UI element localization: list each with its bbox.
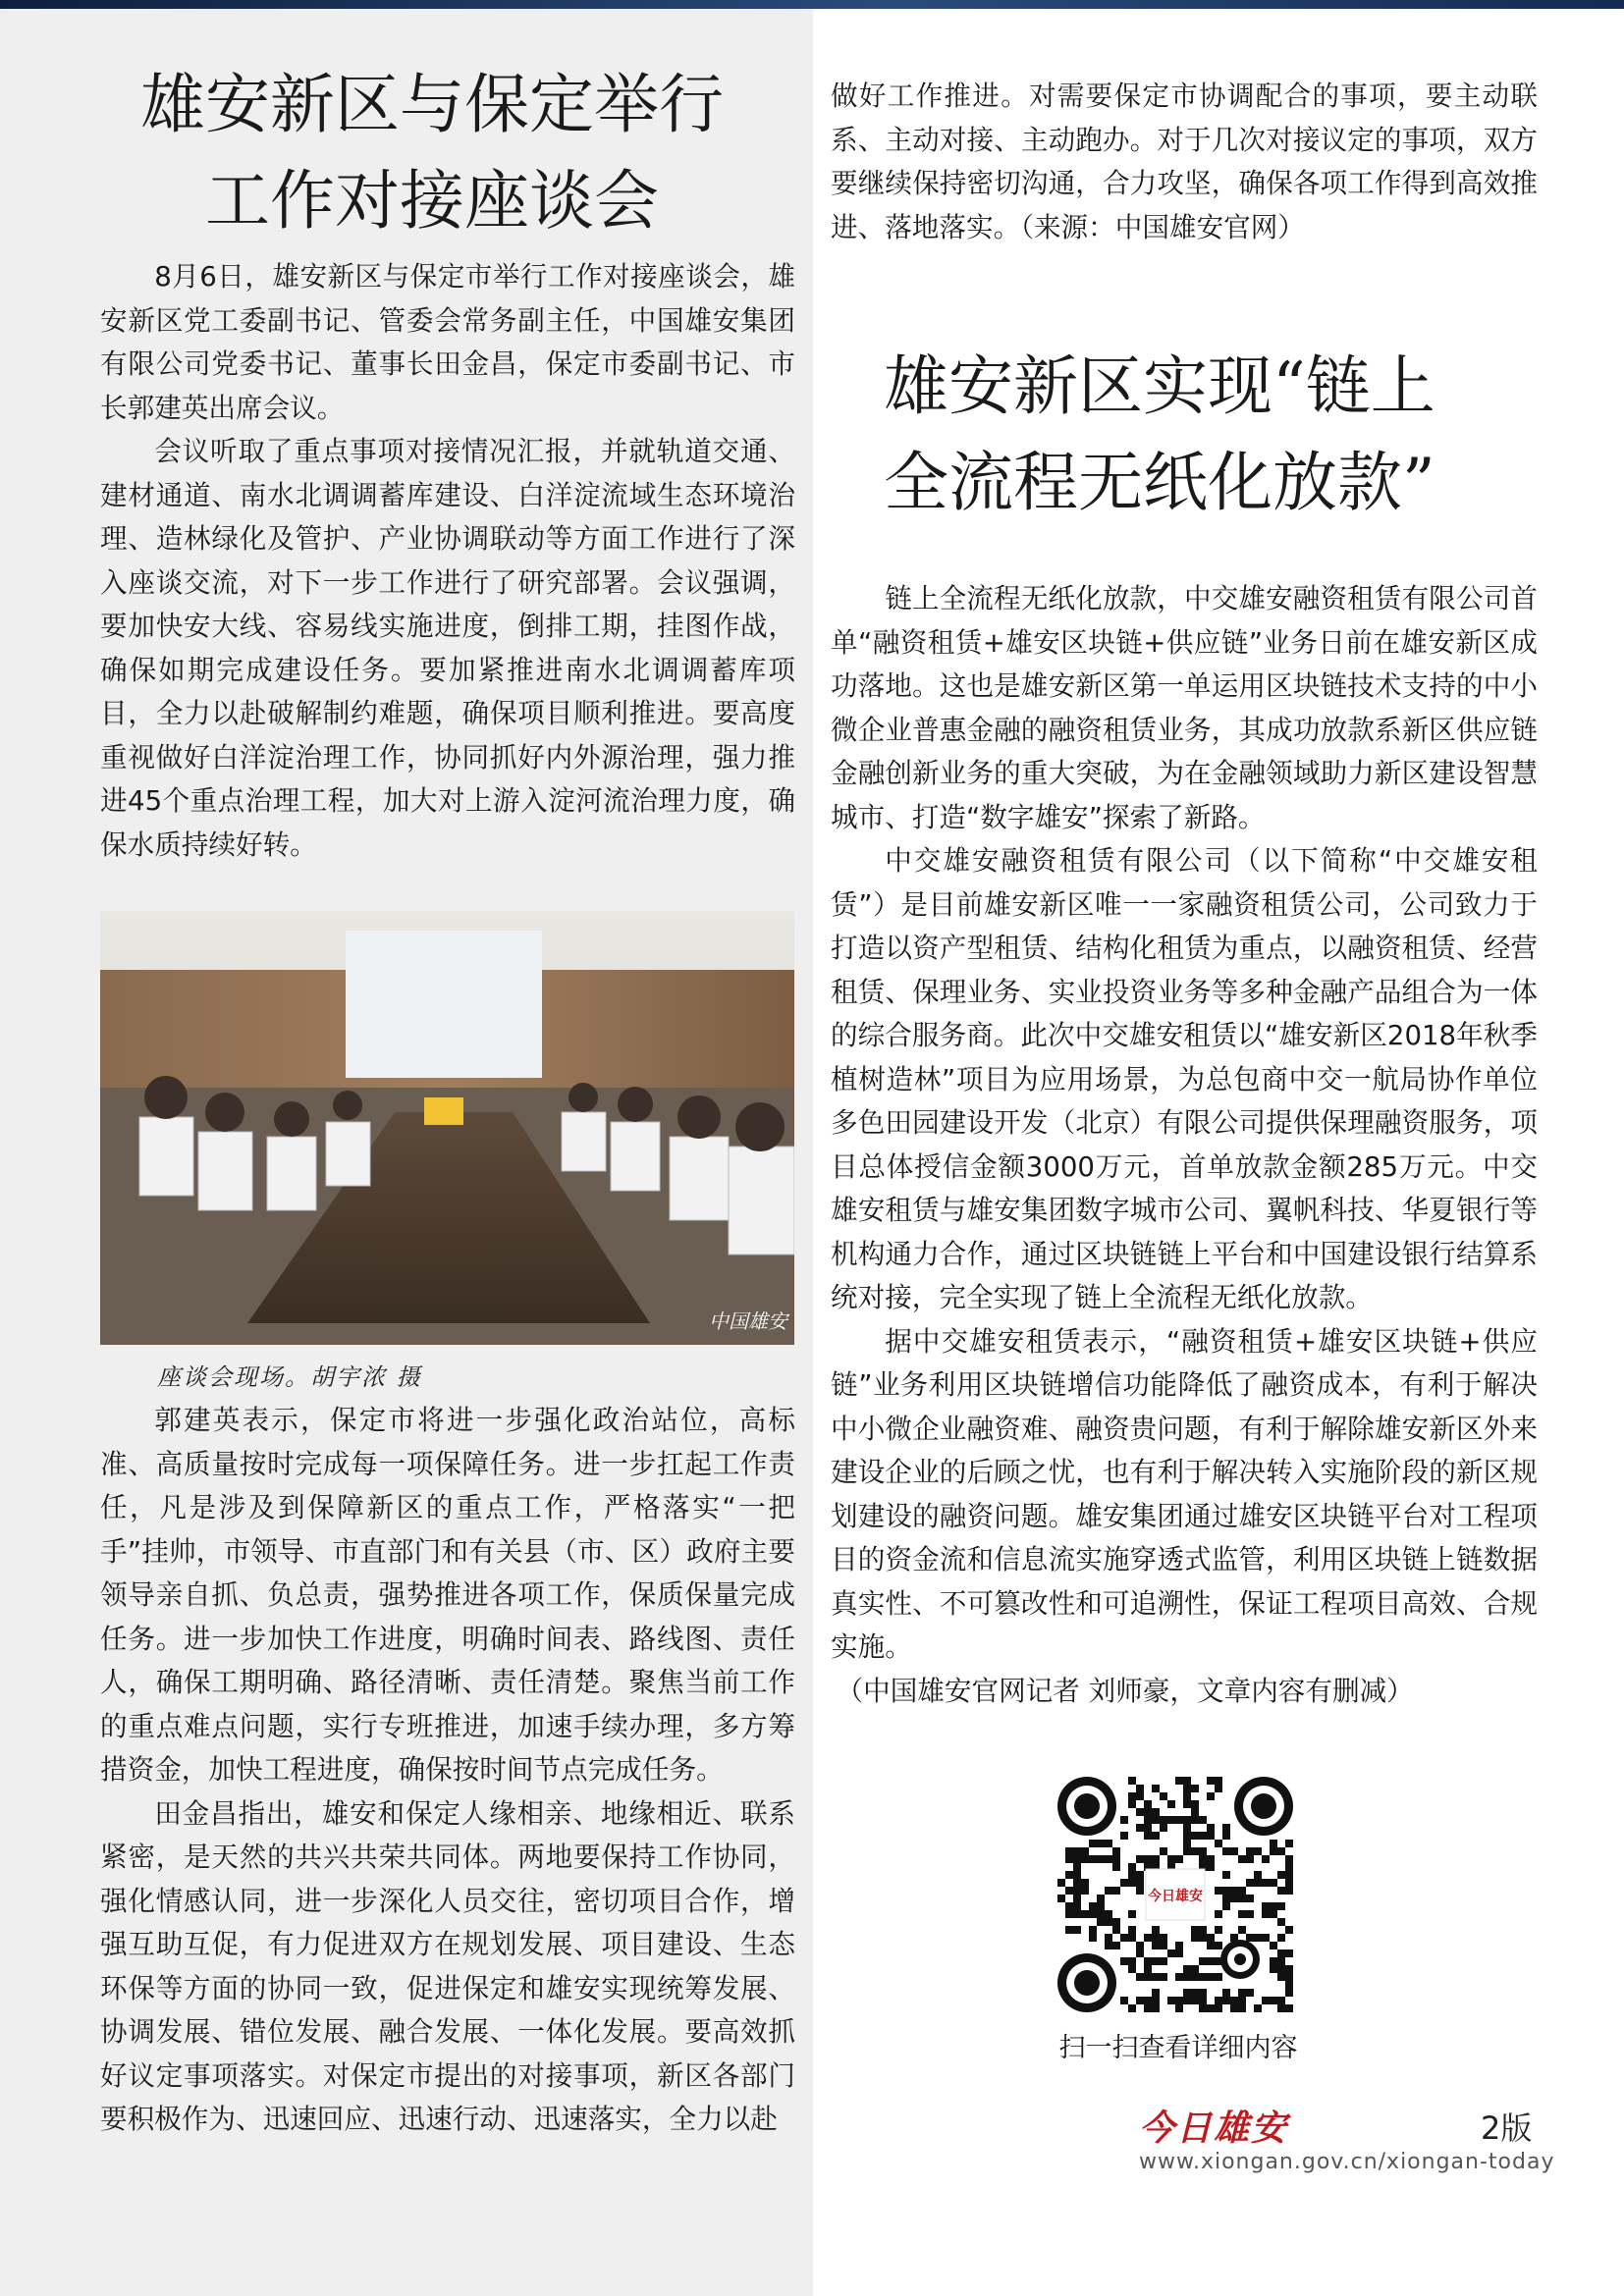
article2-paragraph: 据中交雄安租赁表示，“融资租赁+雄安区块链+供应链”业务利用区块链增信功能降低了融资成本，有利于解决中小微企业融资难、融资贵问题，有利于解除雄安新区外来建设企业的后顾之忧，也有利于解决转入实施阶段的新区规划建设的融资问题。雄安集团通过雄安区块链平台对工程项目的资金流和信息流实施穿透式监管，利用区块链上链数据真实性、不可篡改性和可追溯性，保证工程项目高效、合规实施。: [831, 1324, 1538, 1663]
qr-module: [1254, 1934, 1262, 1942]
qr-module: [1199, 1832, 1207, 1840]
qr-module: [1270, 1840, 1277, 1847]
qr-module: [1270, 1910, 1277, 1918]
qr-module: [1207, 1942, 1215, 1949]
qr-module: [1277, 1965, 1285, 1973]
qr-module: [1262, 1902, 1270, 1910]
qr-module: [1277, 1918, 1285, 1926]
qr-module: [1215, 1777, 1222, 1785]
qr-module: [1152, 1785, 1160, 1792]
qr-module: [1065, 1855, 1073, 1863]
qr-module: [1065, 1902, 1073, 1910]
qr-module: [1215, 1926, 1222, 1934]
qr-module: [1167, 1855, 1175, 1863]
qr-module: [1183, 1847, 1191, 1855]
qr-module: [1238, 1910, 1246, 1918]
qr-module: [1199, 1973, 1207, 1981]
qr-module: [1254, 2004, 1262, 2012]
qr-module: [1277, 2004, 1285, 2012]
qr-module: [1097, 1910, 1105, 1918]
qr-module: [1144, 1855, 1152, 1863]
article1-title-line1: 雄安新区与保定举行: [140, 67, 724, 142]
qr-module: [1105, 1918, 1112, 1926]
qr-module: [1207, 1832, 1215, 1840]
qr-module: [1144, 1800, 1152, 1808]
qr-module: [1270, 1847, 1277, 1855]
qr-module: [1089, 1934, 1097, 1942]
qr-module: [1277, 1902, 1285, 1910]
qr-module: [1097, 1840, 1105, 1847]
qr-module: [1136, 1879, 1144, 1887]
qr-module: [1167, 1949, 1175, 1957]
qr-module: [1199, 1997, 1207, 2004]
qr-module: [1065, 1847, 1073, 1855]
qr-module: [1262, 1997, 1270, 2004]
qr-module: [1222, 1989, 1230, 1997]
qr-module: [1136, 1942, 1144, 1949]
qr-module: [1081, 1887, 1089, 1895]
article1-paragraph: 会议听取了重点事项对接情况汇报，并就轨道交通、建材通道、南水北调调蓄库建设、白洋淀流域生态环境治理、造林绿化及管护、产业协调联动等方面工作进行了深入座谈交流，对下一步工作进行了研究部署。会议强调，要加快安大线、容易线实施进度，倒排工期，挂图作战，确保如期完成建设任务。要加紧推进南水北调调蓄库项目，全力以赴破解制约难题，确保项目顺利推进。要高度重视做好白洋淀治理工作，协同抓好内外源治理，强力推进45个重点治理工程，加大对上游入淀河流治理力度，确保水质持续好转。: [100, 435, 795, 861]
qr-module: [1183, 1989, 1191, 1997]
qr-module: [1238, 1855, 1246, 1863]
qr-module: [1270, 1957, 1277, 1965]
article1-body-bottom: [100, 1399, 795, 2142]
qr-module: [1160, 1973, 1167, 1981]
qr-module: [1065, 1926, 1073, 1934]
qr-module: [1277, 1871, 1285, 1879]
qr-module: [1073, 1902, 1081, 1910]
qr-module: [1160, 1847, 1167, 1855]
qr-module: [1073, 1871, 1081, 1879]
qr-module: [1207, 1824, 1215, 1832]
article1-title: [98, 57, 766, 249]
meeting-photo-image: [100, 911, 794, 1345]
photo-watermark: 中国雄安: [709, 1309, 787, 1333]
qr-module: [1097, 1895, 1105, 1902]
qr-module: [1277, 1847, 1285, 1855]
masthead-logo: 今日雄安: [1139, 2108, 1289, 2149]
article1-body-top: [100, 255, 795, 867]
qr-module: [1073, 1895, 1081, 1902]
qr-module: [1065, 1887, 1073, 1895]
qr-module: [1167, 1800, 1175, 1808]
qr-module: [1128, 1934, 1136, 1942]
qr-module: [1128, 1957, 1136, 1965]
qr-module: [1262, 1855, 1270, 1863]
qr-module: [1183, 1965, 1191, 1973]
qr-module: [1183, 1777, 1191, 1785]
qr-module: [1152, 1855, 1160, 1863]
qr-module: [1191, 1800, 1199, 1808]
article2-paragraph: 链上全流程无纸化放款，中交雄安融资租赁有限公司首单“融资租赁+雄安区块链+供应链”业务日前在雄安新区成功落地。这也是雄安新区第一单运用区块链技术支持的中小微企业普惠金融的融资租赁业务，其成功放款系新区供应链金融创新业务的重大突破，为在金融领域助力新区建设智慧城市、打造“数字雄安”探索了新路。: [831, 582, 1538, 833]
qr-module: [1254, 1879, 1262, 1887]
qr-module: [1285, 1949, 1293, 1957]
qr-module: [1199, 1847, 1207, 1855]
qr-module: [1097, 1855, 1105, 1863]
qr-module: [1073, 1863, 1081, 1871]
qr-module: [1136, 1997, 1144, 2004]
qr-module: [1285, 1989, 1293, 1997]
qr-module: [1160, 1824, 1167, 1832]
qr-code[interactable]: [1056, 1775, 1295, 2014]
qr-module: [1152, 1808, 1160, 1816]
qr-module: [1120, 1832, 1128, 1840]
qr-caption: 扫一扫查看详细内容: [1058, 2033, 1298, 2063]
qr-module: [1120, 1879, 1128, 1887]
qr-module: [1262, 1934, 1270, 1942]
qr-module: [1222, 1895, 1230, 1902]
qr-module: [1152, 1957, 1160, 1965]
qr-module: [1277, 1973, 1285, 1981]
qr-module: [1120, 1934, 1128, 1942]
qr-module: [1160, 1957, 1167, 1965]
qr-module: [1183, 1792, 1191, 1800]
qr-module: [1270, 1965, 1277, 1973]
article2-title: [884, 339, 1532, 531]
article1-title-line2: 工作对接座谈会: [205, 163, 659, 239]
qr-module: [1175, 1997, 1183, 2004]
qr-module: [1246, 1855, 1254, 1863]
qr-module: [1285, 1863, 1293, 1871]
article2-paragraph: 中交雄安融资租赁有限公司（以下简称“中交雄安租赁”）是目前雄安新区唯一一家融资租赁公司，公司致力于打造以资产型租赁、结构化租赁为重点，以融资租赁、经营租赁、保理业务、实业投资业务等多种金融产品组合为一体的综合服务商。此次中交雄安租赁以“雄安新区2018年秋季植树造林”项目为应用场景，为总包商中交一航局协作单位多色田园建设开发（北京）有限公司提供保理融资服务，项目总体授信金额3000万元，首单放款金额285万元。中交雄安租赁与雄安集团数字城市公司、翼帆科技、华夏银行等机构通力合作，通过区块链链上平台和中国建设银行结算系统对接，完全实现了链上全流程无纸化放款。: [831, 844, 1538, 1313]
qr-module: [1065, 1910, 1073, 1918]
qr-module: [1136, 1887, 1144, 1895]
qr-module: [1081, 1855, 1089, 1863]
qr-module: [1285, 1871, 1293, 1879]
qr-module: [1136, 1855, 1144, 1863]
qr-module: [1215, 1840, 1222, 1847]
qr-module: [1152, 1973, 1160, 1981]
qr-module: [1089, 1902, 1097, 1910]
qr-module: [1144, 1934, 1152, 1942]
qr-module: [1160, 1934, 1167, 1942]
photo-caption: 座谈会现场。胡宇浓 摄: [157, 1363, 422, 1391]
article1-continued-text: 做好工作推进。对需要保定市协调配合的事项，要主动联系、主动对接、主动跑办。对于几次对接议定的事项，双方要继续保持密切沟通，合力攻坚，确保各项工作得到高效推进、落地落实。（来源：中国雄安官网）: [831, 80, 1538, 243]
qr-module: [1222, 1824, 1230, 1832]
qr-module: [1222, 1997, 1230, 2004]
qr-module: [1112, 1918, 1120, 1926]
qr-module: [1285, 1879, 1293, 1887]
qr-module: [1136, 1871, 1144, 1879]
qr-module: [1167, 1997, 1175, 2004]
qr-module: [1285, 1965, 1293, 1973]
qr-module: [1065, 1871, 1073, 1879]
meeting-photo: [100, 911, 794, 1345]
qr-module: [1222, 1887, 1230, 1895]
qr-module: [1128, 2004, 1136, 2012]
qr-module: [1285, 1926, 1293, 1934]
qr-module: [1199, 1926, 1207, 1934]
qr-module: [1246, 1879, 1254, 1887]
qr-module: [1136, 1808, 1144, 1816]
qr-module: [1285, 1855, 1293, 1863]
qr-module: [1246, 1895, 1254, 1902]
qr-module: [1160, 1792, 1167, 1800]
qr-module: [1128, 1879, 1136, 1887]
qr-module: [1175, 1942, 1183, 1949]
qr-module: [1128, 1965, 1136, 1973]
qr-module: [1128, 1863, 1136, 1871]
qr-module: [1128, 1800, 1136, 1808]
qr-module: [1144, 1832, 1152, 1840]
qr-module: [1136, 1973, 1144, 1981]
qr-module: [1136, 1949, 1144, 1957]
qr-module: [1277, 1934, 1285, 1942]
article2-body: [831, 577, 1538, 1713]
qr-module: [1073, 1855, 1081, 1863]
qr-module: [1152, 1934, 1160, 1942]
qr-module: [1191, 1965, 1199, 1973]
qr-module: [1215, 1785, 1222, 1792]
qr-module: [1144, 1957, 1152, 1965]
qr-module: [1246, 1934, 1254, 1942]
qr-module: [1144, 1816, 1152, 1824]
qr-module: [1167, 1816, 1175, 1824]
qr-module: [1277, 1949, 1285, 1957]
qr-module: [1199, 1855, 1207, 1863]
qr-module: [1238, 1926, 1246, 1934]
qr-module: [1191, 1934, 1199, 1942]
qr-module: [1207, 1934, 1215, 1942]
qr-module: [1073, 1910, 1081, 1918]
qr-module: [1191, 1926, 1199, 1934]
site-url[interactable]: www.xiongan.gov.cn/xiongan-today: [1139, 2150, 1555, 2174]
qr-module: [1144, 1973, 1152, 1981]
qr-module: [1230, 1895, 1238, 1902]
qr-module: [1175, 1816, 1183, 1824]
qr-module: [1230, 1887, 1238, 1895]
article1-paragraph: 郭建英表示，保定市将进一步强化政治站位，高标准、高质量按时完成每一项保障任务。进一步扛起工作责任，凡是涉及到保障新区的重点工作，严格落实“一把手”挂帅，市领导、市直部门和有关县（市、区）政府主要领导亲自抓、负总责，强势推进各项工作，保质保量完成任务。进一步加快工作进度，明确时间表、路线图、责任人，确保工期明确、路径清晰、责任清楚。聚焦当前工作的重点难点问题，实行专班推进，加速手续办理，多方筹措资金，加快工程进度，确保按时间节点完成任务。: [100, 1404, 795, 1786]
qr-module: [1230, 2004, 1238, 2012]
qr-module: [1238, 1887, 1246, 1895]
qr-module: [1191, 1989, 1199, 1997]
qr-module: [1073, 1926, 1081, 1934]
qr-module: [1222, 1871, 1230, 1879]
qr-module: [1136, 1785, 1144, 1792]
qr-module: [1097, 1918, 1105, 1926]
qr-module: [1152, 1816, 1160, 1824]
qr-module: [1277, 1997, 1285, 2004]
qr-module: [1262, 1910, 1270, 1918]
qr-module: [1105, 1942, 1112, 1949]
qr-module: [1270, 1879, 1277, 1887]
qr-module: [1089, 1926, 1097, 1934]
qr-module: [1097, 1902, 1105, 1910]
qr-module: [1144, 2004, 1152, 2012]
qr-module: [1105, 1934, 1112, 1942]
qr-module: [1073, 1887, 1081, 1895]
qr-module: [1136, 1824, 1144, 1832]
qr-module: [1199, 1989, 1207, 1997]
qr-module: [1112, 1855, 1120, 1863]
qr-module: [1152, 1989, 1160, 1997]
qr-module: [1160, 1816, 1167, 1824]
qr-module: [1120, 1816, 1128, 1824]
qr-module: [1285, 1840, 1293, 1847]
qr-module: [1199, 1934, 1207, 1942]
article1-paragraph: 8月6日，雄安新区与保定市举行工作对接座谈会，雄安新区党工委副书记、管委会常务副主任，中国雄安集团有限公司党委书记、董事长田金昌，保定市委副书记、市长郭建英出席会议。: [100, 260, 795, 424]
qr-module: [1128, 1792, 1136, 1800]
qr-module: [1285, 2004, 1293, 2012]
qr-module: [1207, 1792, 1215, 1800]
qr-module: [1215, 1942, 1222, 1949]
qr-module: [1254, 1871, 1262, 1879]
qr-module: [1073, 1847, 1081, 1855]
qr-module: [1238, 2004, 1246, 2012]
qr-module: [1120, 1997, 1128, 2004]
qr-module: [1081, 1910, 1089, 1918]
qr-module: [1183, 1800, 1191, 1808]
article1-continued: [831, 75, 1538, 249]
qr-module: [1207, 1863, 1215, 1871]
qr-module: [1175, 1855, 1183, 1863]
qr-module: [1262, 1879, 1270, 1887]
qr-module: [1089, 1910, 1097, 1918]
qr-module: [1112, 1942, 1120, 1949]
qr-module: [1175, 1973, 1183, 1981]
qr-module: [1215, 1910, 1222, 1918]
qr-module: [1175, 1777, 1183, 1785]
qr-module: [1144, 1824, 1152, 1832]
qr-module: [1207, 1957, 1215, 1965]
qr-module: [1136, 1792, 1144, 1800]
qr-module: [1230, 1847, 1238, 1855]
qr-module: [1238, 1989, 1246, 1997]
qr-module: [1238, 1997, 1246, 2004]
qr-module: [1057, 1879, 1065, 1887]
qr-module: [1183, 1997, 1191, 2004]
qr-module: [1112, 1863, 1120, 1871]
qr-module: [1105, 1887, 1112, 1895]
qr-module: [1270, 1942, 1277, 1949]
qr-module: [1128, 1910, 1136, 1918]
qr-module: [1105, 1840, 1112, 1847]
qr-module: [1207, 1973, 1215, 1981]
qr-module: [1207, 2004, 1215, 2012]
qr-module: [1128, 1871, 1136, 1879]
qr-module: [1246, 1989, 1254, 1997]
qr-module: [1152, 2004, 1160, 2012]
qr-module: [1238, 1895, 1246, 1902]
qr-module: [1230, 1997, 1238, 2004]
qr-module: [1057, 1895, 1065, 1902]
qr-module: [1152, 1832, 1160, 1840]
qr-module: [1128, 1926, 1136, 1934]
qr-module: [1246, 1847, 1254, 1855]
qr-center-logo: 今日雄安: [1148, 1889, 1203, 1904]
qr-module: [1112, 1926, 1120, 1934]
qr-module: [1199, 1816, 1207, 1824]
qr-module: [1089, 1855, 1097, 1863]
qr-module: [1277, 1887, 1285, 1895]
qr-module: [1081, 1879, 1089, 1887]
qr-module: [1285, 1981, 1293, 1989]
qr-module: [1120, 1957, 1128, 1965]
article2-title-line1: 雄安新区实现“链上: [884, 348, 1435, 424]
qr-module: [1222, 1832, 1230, 1840]
article2-credit: （中国雄安官网记者 刘师豪，文章内容有删减）: [836, 1674, 1414, 1707]
qr-module: [1183, 1824, 1191, 1832]
qr-module: [1175, 1949, 1183, 1957]
qr-module: [1215, 1997, 1222, 2004]
qr-module: [1191, 1847, 1199, 1855]
qr-module: [1152, 1926, 1160, 1934]
qr-module: [1183, 1832, 1191, 1840]
qr-module: [1191, 1816, 1199, 1824]
qr-module: [1183, 1816, 1191, 1824]
qr-module: [1191, 1973, 1199, 1981]
qr-module: [1254, 1847, 1262, 1855]
qr-module: [1073, 1879, 1081, 1887]
qr-module: [1105, 1910, 1112, 1918]
qr-module: [1144, 1808, 1152, 1816]
qr-module: [1207, 1855, 1215, 1863]
qr-module: [1128, 1777, 1136, 1785]
qr-module: [1183, 1973, 1191, 1981]
qr-module: [1081, 1847, 1089, 1855]
qr-module: [1215, 2004, 1222, 2012]
qr-module: [1089, 1840, 1097, 1847]
qr-module: [1191, 1808, 1199, 1816]
qr-module: [1215, 1973, 1222, 1981]
qr-module: [1183, 1785, 1191, 1792]
qr-module: [1277, 1957, 1285, 1965]
qr-module: [1183, 1840, 1191, 1847]
qr-module: [1191, 1785, 1199, 1792]
qr-code-image: [1056, 1775, 1295, 2014]
qr-module: [1270, 1902, 1277, 1910]
article1-paragraph: 田金昌指出，雄安和保定人缘相亲、地缘相近、联系紧密，是天然的共兴共荣共同体。两地要保持工作协同，强化情感认同，进一步深化人员交往，密切项目合作，增强互助互促，有力促进双方在规划发展、项目建设、生态环保等方面的协同一致，促进保定和雄安实现统筹发展、协调发展、错位发展、融合发展、一体化发展。要高效抓好议定事项落实。对保定市提出的对接事项，新区各部门要积极作为、迅速回应、迅速行动、迅速落实，全力以赴: [100, 1796, 795, 2135]
qr-module: [1152, 1997, 1160, 2004]
qr-module: [1160, 1942, 1167, 1949]
qr-module: [1191, 1997, 1199, 2004]
qr-module: [1144, 1965, 1152, 1973]
qr-module: [1105, 1855, 1112, 1863]
qr-module: [1222, 1902, 1230, 1910]
top-accent-bar: [0, 0, 1624, 9]
qr-module: [1175, 2004, 1183, 2012]
article2-title-line2: 全流程无纸化放款”: [884, 445, 1435, 520]
qr-module: [1285, 1887, 1293, 1895]
qr-module: [1191, 1832, 1199, 1840]
qr-module: [1246, 1910, 1254, 1918]
qr-module: [1270, 1997, 1277, 2004]
page-number: 2版: [1481, 2109, 1533, 2147]
qr-module: [1215, 1887, 1222, 1895]
qr-module: [1112, 1887, 1120, 1895]
qr-module: [1207, 1777, 1215, 1785]
qr-module: [1152, 1942, 1160, 1949]
qr-module: [1199, 1957, 1207, 1965]
qr-module: [1199, 2004, 1207, 2012]
qr-module: [1285, 1973, 1293, 1981]
qr-module: [1222, 1847, 1230, 1855]
qr-module: [1144, 1997, 1152, 2004]
qr-module: [1112, 1847, 1120, 1855]
